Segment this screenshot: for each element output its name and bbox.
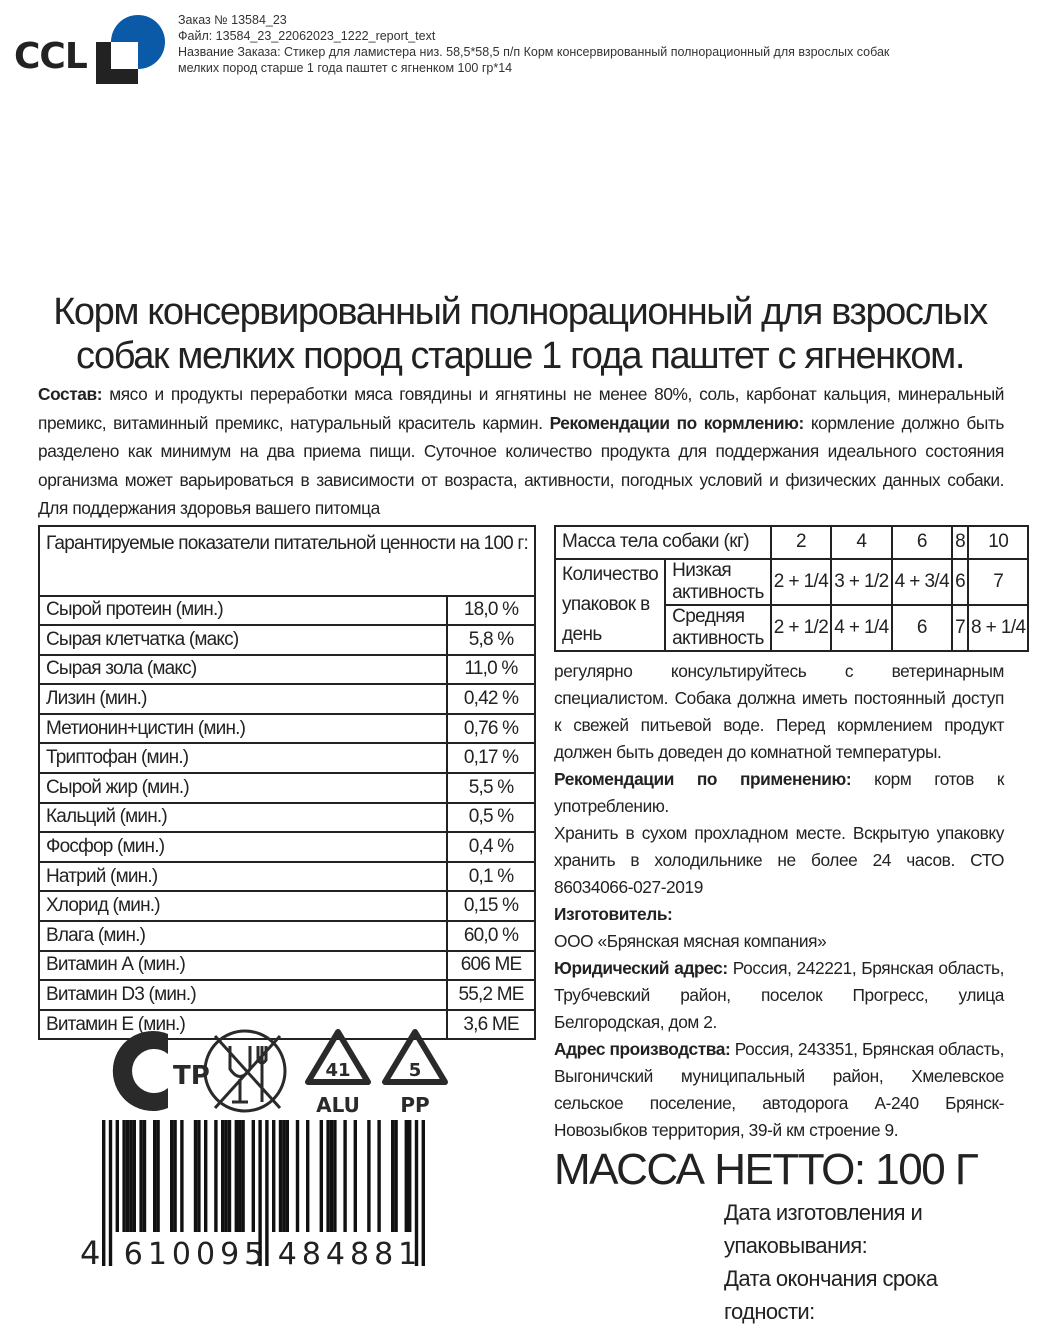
barcode-bar (235, 1120, 238, 1232)
product-title (20, 290, 1020, 378)
expiry-date-label: Дата окончания срока годности: (724, 1265, 938, 1324)
net-weight: МАССА НЕТТО: 100 Г (554, 1144, 978, 1194)
barcode (80, 1120, 460, 1270)
recycle-alu-label: ALU (316, 1093, 360, 1117)
barcode-bar (343, 1120, 346, 1232)
barcode-bar (228, 1120, 231, 1232)
nutrient-value: 0,4 % (447, 832, 535, 862)
barcode-bar (333, 1120, 336, 1232)
barcode-bar (153, 1120, 156, 1232)
nutrient-value: 3,6 МЕ (447, 1010, 535, 1040)
barcode-first-digit: 4 (80, 1234, 101, 1270)
nutrient-name: Сырая зола (макс) (39, 655, 447, 685)
nutrient-name: Сырой жир (мин.) (39, 773, 447, 803)
barcode-bar (116, 1120, 119, 1232)
nutrition-row (39, 714, 535, 744)
nutrient-name: Натрий (мин.) (39, 862, 447, 892)
certification-icons (90, 1024, 470, 1119)
nutrient-name: Триптофан (мин.) (39, 743, 447, 773)
maker-name: ООО «Брянская мясная компания» (554, 930, 827, 951)
qty-value: 4 + 3/4 (892, 559, 952, 605)
storage-text: Хранить в сухом прохладном месте. Вскрытую упаковку хранить в холодильнике не более 24 часов. СТО 86034066-027-2019 (554, 822, 1004, 897)
composition-paragraph (38, 380, 1004, 523)
nutrition-row (39, 803, 535, 833)
nutrient-name: Лизин (мин.) (39, 684, 447, 714)
usage-label: Рекомендации по применению: (554, 768, 852, 789)
usage-text: корм готов к употреблению. (554, 768, 1004, 816)
barcode-bar (377, 1120, 380, 1232)
production-address: Россия, 243351, Брянская область, Выгоничский муниципальный район, Хмелевское сельское поселение, автодорога А-240 Брянск-Новозыбков территория, 39-й км строение 9. (554, 1038, 1004, 1140)
recycle-pp-label: PP (400, 1093, 430, 1117)
nutrient-value: 5,8 % (447, 625, 535, 655)
feeding-continuation: регулярно консультируйтесь с ветеринарным специалистом. Собака должна иметь постоянный доступ к свежей питьевой воде. Перед кормлением продукт должен быть доведен до комнатной температуры. (554, 660, 1004, 762)
recycle-alu-icon (308, 1032, 368, 1117)
nutrient-value: 60,0 % (447, 921, 535, 951)
nutrition-row (39, 625, 535, 655)
dates (724, 1196, 1004, 1328)
barcode-bar (296, 1120, 299, 1232)
barcode-bar (224, 1120, 227, 1232)
nutrient-value: 11,0 % (447, 655, 535, 685)
recycle-pp-number: 5 (408, 1060, 422, 1081)
barcode-bar (405, 1120, 408, 1232)
nutrient-name: Витамин А (мин.) (39, 951, 447, 981)
barcode-bar (394, 1120, 397, 1232)
nutrition-row (39, 684, 535, 714)
composition-label: Состав: (38, 384, 103, 404)
barcode-bar (286, 1120, 289, 1232)
nutrition-row (39, 596, 535, 626)
barcode-bar (391, 1120, 394, 1232)
barcode-bar (408, 1120, 411, 1232)
nutrient-value: 55,2 МЕ (447, 980, 535, 1010)
nutrient-value: 0,17 % (447, 743, 535, 773)
feeding-table (554, 525, 1029, 652)
nutrition-row (39, 891, 535, 921)
nutrition-row (39, 743, 535, 773)
order-name-line1: Название Заказа: Стикер для ламистера низ. 58,5*58,5 п/п Корм консервированный полнорационный для взрослых собак (178, 45, 890, 59)
nutrient-name: Витамин D3 (мин.) (39, 980, 447, 1010)
barcode-bar (194, 1120, 197, 1232)
order-name-line2: мелких пород старше 1 года паштет с ягненком 100 гр*14 (178, 61, 513, 75)
barcode-bar (122, 1120, 125, 1232)
barcode-bar (133, 1120, 136, 1232)
nutrient-name: Сырая клетчатка (макс) (39, 625, 447, 655)
barcode-bar (156, 1120, 159, 1232)
barcode-bar (238, 1120, 241, 1232)
barcode-bar (326, 1120, 329, 1232)
nutrient-value: 0,76 % (447, 714, 535, 744)
qty-value: 6 (952, 559, 968, 605)
barcode-bar (320, 1120, 323, 1232)
mass-value: 6 (892, 526, 952, 559)
nutrition-row (39, 862, 535, 892)
title-line1: Корм консервированный полнорационный для взрослых (53, 291, 987, 333)
nutrition-row (39, 773, 535, 803)
activity-label: Средняя активность (665, 605, 771, 651)
composition-text: мясо и продукты переработки мяса говядины и ягнятины не менее 80%, соль, карбонат кальция, минеральный премикс, витаминный премикс, натуральный краситель кармин. (38, 384, 1004, 433)
barcode-bar (204, 1120, 207, 1232)
legal-address: Россия, 242221, Брянская область, Трубчевский район, поселок Прогресс, улица Белгородская, дом 2. (554, 957, 1004, 1032)
barcode-bar (173, 1120, 176, 1232)
qty-value: 4 + 1/4 (831, 605, 891, 651)
barcode-bar (306, 1120, 309, 1232)
barcode-bar (330, 1120, 333, 1232)
nutrition-row (39, 980, 535, 1010)
nutrition-row (39, 832, 535, 862)
qty-value: 6 (892, 605, 952, 651)
barcode-bar (282, 1120, 285, 1232)
barcode-bar (221, 1120, 224, 1232)
barcode-bar (279, 1120, 282, 1232)
barcode-bar (180, 1120, 183, 1232)
nutrient-value: 606 МЕ (447, 951, 535, 981)
nutrient-name: Фосфор (мин.) (39, 832, 447, 862)
qty-value: 7 (952, 605, 968, 651)
instructions (554, 658, 1004, 1144)
barcode-bar (109, 1120, 112, 1266)
nutrient-value: 5,5 % (447, 773, 535, 803)
nutrient-name: Хлорид (мин.) (39, 891, 447, 921)
activity-label: Низкая активность (665, 559, 771, 605)
barcode-bar (252, 1120, 255, 1232)
nutrient-value: 18,0 % (447, 596, 535, 626)
barcode-bar (102, 1120, 105, 1266)
recycle-alu-number: 41 (325, 1060, 351, 1081)
ctr-text: ТР (173, 1061, 210, 1091)
barcode-bar (143, 1120, 146, 1232)
mass-value: 10 (968, 526, 1028, 559)
nutrient-value: 0,5 % (447, 803, 535, 833)
barcode-bar (354, 1120, 357, 1232)
mass-value: 8 (952, 526, 968, 559)
nutrition-row (39, 921, 535, 951)
barcode-bar (139, 1120, 142, 1232)
not-food-contact-icon (205, 1031, 285, 1111)
nutrition-row (39, 951, 535, 981)
barcode-bar (129, 1120, 132, 1232)
production-address-label: Адрес производства: (554, 1038, 731, 1059)
barcode-bar (197, 1120, 200, 1232)
nutrient-name: Влага (мин.) (39, 921, 447, 951)
qty-value: 3 + 1/2 (831, 559, 891, 605)
manufacture-date-label: Дата изготовления и упаковывания: (724, 1199, 923, 1258)
qty-value: 8 + 1/4 (968, 605, 1028, 651)
nutrient-name: Витамин Е (мин.) (39, 1010, 447, 1040)
legal-address-label: Юридический адрес: (554, 957, 728, 978)
mass-value: 4 (831, 526, 891, 559)
barcode-bar (367, 1120, 370, 1232)
qty-value: 7 (968, 559, 1028, 605)
nutrition-header: Гарантируемые показатели питательной ценности на 100 г: (39, 526, 535, 596)
order-number: Заказ № 13584_23 (178, 13, 287, 27)
file-name: Файл: 13584_23_22062023_1222_report_text (178, 29, 436, 43)
qty-value: 2 + 1/2 (771, 605, 831, 651)
nutrition-row (39, 655, 535, 685)
barcode-bar (272, 1120, 275, 1232)
recycle-pp-icon (385, 1032, 445, 1117)
qty-value: 2 + 1/4 (771, 559, 831, 605)
nutrition-table (38, 525, 536, 1041)
barcode-left-digits: 610095 (123, 1237, 269, 1270)
feeding-label: Рекомендации по кормлению: (549, 412, 804, 433)
nutrient-name: Сырой протеин (мин.) (39, 596, 447, 626)
barcode-right-digits: 484881 (277, 1237, 423, 1270)
nutrient-name: Метионин+цистин (мин.) (39, 714, 447, 744)
barcode-bar (241, 1120, 244, 1232)
maker-label: Изготовитель: (554, 903, 673, 924)
feeding-text: кормление должно быть разделено как минимум на два приема пищи. Суточное количество продукта для поддержания идеального состояния организма может варьироваться в зависимости от возраста, активности, погодных условий и физических данных собаки. Для поддержания здоровья вашего питомца (38, 412, 1004, 518)
ccl-logo: CCL (14, 36, 87, 77)
print-header (14, 12, 1034, 82)
nutrient-value: 0,42 % (447, 684, 535, 714)
nutrient-value: 0,15 % (447, 891, 535, 921)
qty-label: Количество упаковок в день (555, 559, 665, 651)
barcode-bar (126, 1120, 129, 1232)
nutrient-value: 0,1 % (447, 862, 535, 892)
barcode-bar (170, 1120, 173, 1232)
mass-value: 2 (771, 526, 831, 559)
eac-ctr-icon (113, 1031, 210, 1111)
mass-label: Масса тела собаки (кг) (555, 526, 771, 559)
ccl-logo-mark-icon (96, 14, 166, 84)
nutrient-name: Кальций (мин.) (39, 803, 447, 833)
barcode-bar (214, 1120, 217, 1232)
title-line2: собак мелких пород старше 1 года паштет с ягненком. (75, 335, 965, 377)
